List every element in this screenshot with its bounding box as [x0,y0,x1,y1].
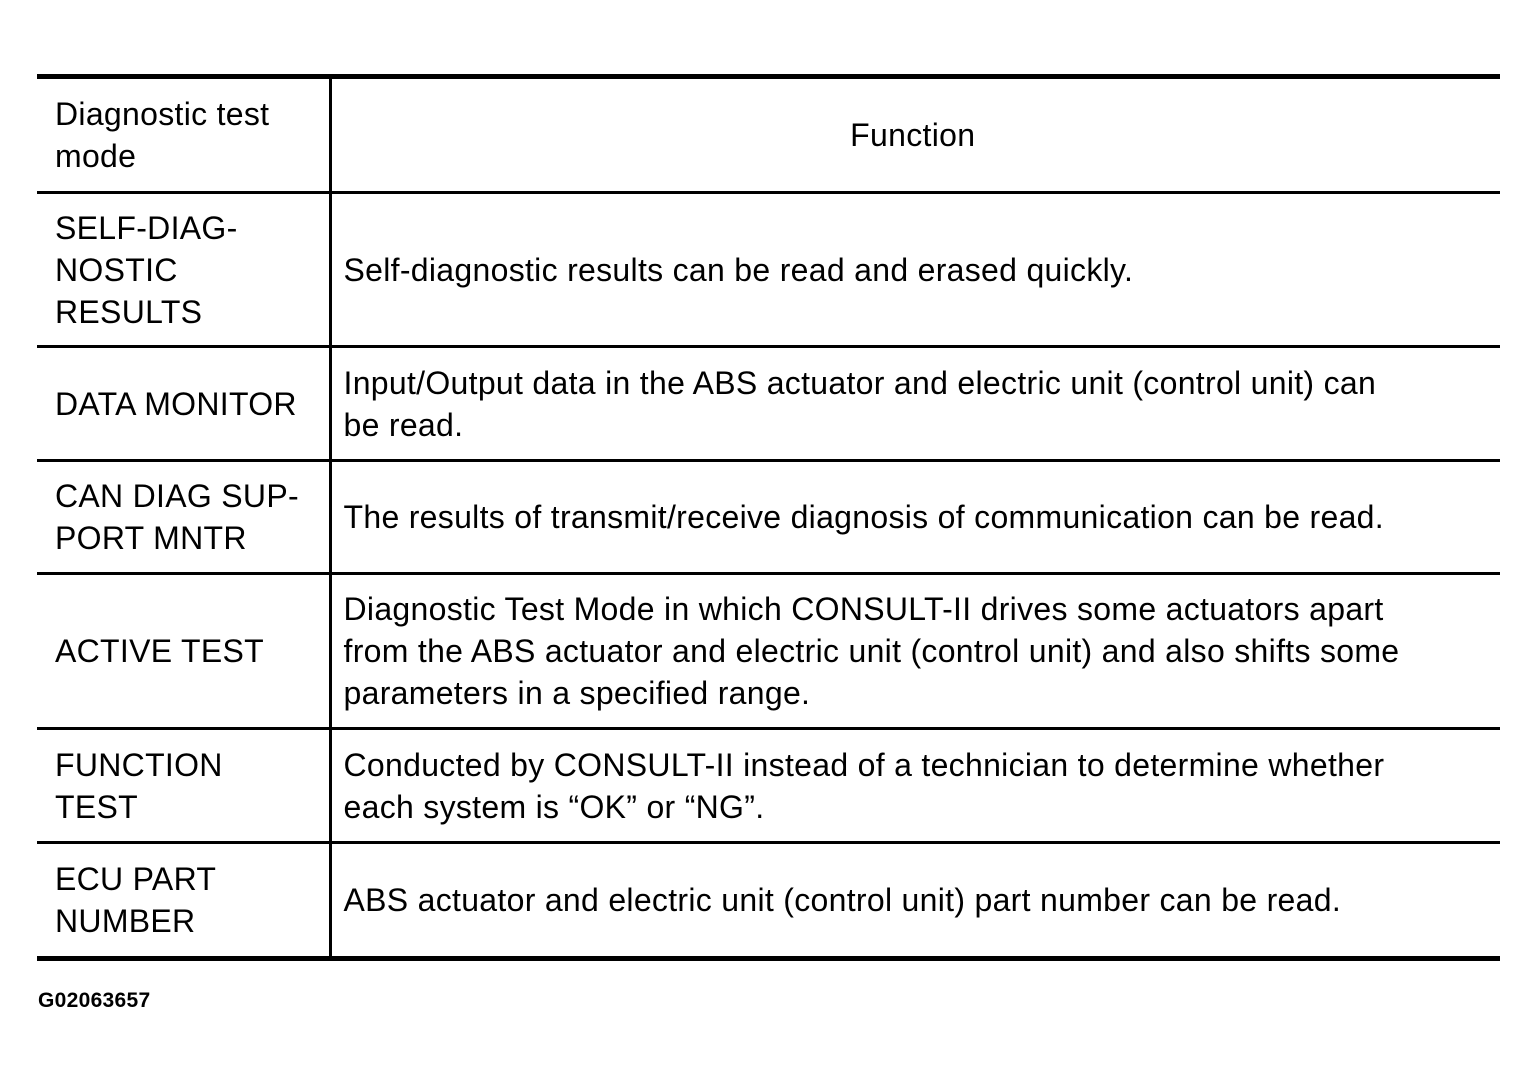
mode-line: NOSTIC [55,251,178,288]
mode-cell [37,193,330,347]
function-line: Input/Output data in the ABS actuator and electric unit (control unit) can [343,364,1377,401]
function-line: The results of transmit/receive diagnosis of communication can be read. [343,499,1384,535]
header-mode-line: mode [55,138,137,174]
header-function: Function [850,117,976,153]
function-line: ABS actuator and electric unit (control unit) part number can be read. [343,882,1342,918]
mode-cell [37,729,330,843]
mode-line: SELF-DIAG- [55,209,238,246]
function-line: each system is “OK” or “NG”. [343,788,765,825]
mode-cell [37,574,330,729]
mode-cell [37,347,330,461]
function-cell [330,461,1500,574]
table-row [37,843,1500,959]
function-cell [330,193,1500,347]
mode-line: DATA MONITOR [55,385,297,422]
table-row [37,461,1500,574]
figure-id-label: G02063657 [38,989,151,1012]
mode-line: TEST [55,788,138,825]
table-row [37,193,1500,347]
mode-line: RESULTS [55,293,203,330]
table-row [37,574,1500,729]
function-cell [330,729,1500,843]
function-cell [330,347,1500,461]
function-line: parameters in a specified range. [343,675,811,711]
mode-line: PORT MNTR [55,520,247,556]
function-line: Diagnostic Test Mode in which CONSULT-II drives some actuators apart [343,591,1384,627]
table-row [37,347,1500,461]
function-cell [330,574,1500,729]
function-line: Conducted by CONSULT-II instead of a technician to determine whether [343,746,1385,783]
mode-cell [37,461,330,574]
mode-line: ACTIVE TEST [55,633,264,669]
mode-line: CAN DIAG SUP- [55,478,299,514]
header-mode-line: Diagnostic test [55,96,270,132]
header-diagnostic-test-mode [37,77,330,193]
mode-cell [37,843,330,959]
mode-line: FUNCTION [55,746,223,783]
function-cell [330,843,1500,959]
function-line: be read. [343,406,464,443]
mode-line: ECU PART [55,861,217,897]
function-line: Self-diagnostic results can be read and erased quickly. [343,251,1134,288]
table-header-row [37,77,1500,193]
diagnostic-mode-table-container [37,74,1500,961]
function-line: from the ABS actuator and electric unit (control unit) and also shifts some [343,633,1400,669]
mode-line: NUMBER [55,903,196,939]
diagnostic-mode-table [37,74,1500,961]
table-row [37,729,1500,843]
